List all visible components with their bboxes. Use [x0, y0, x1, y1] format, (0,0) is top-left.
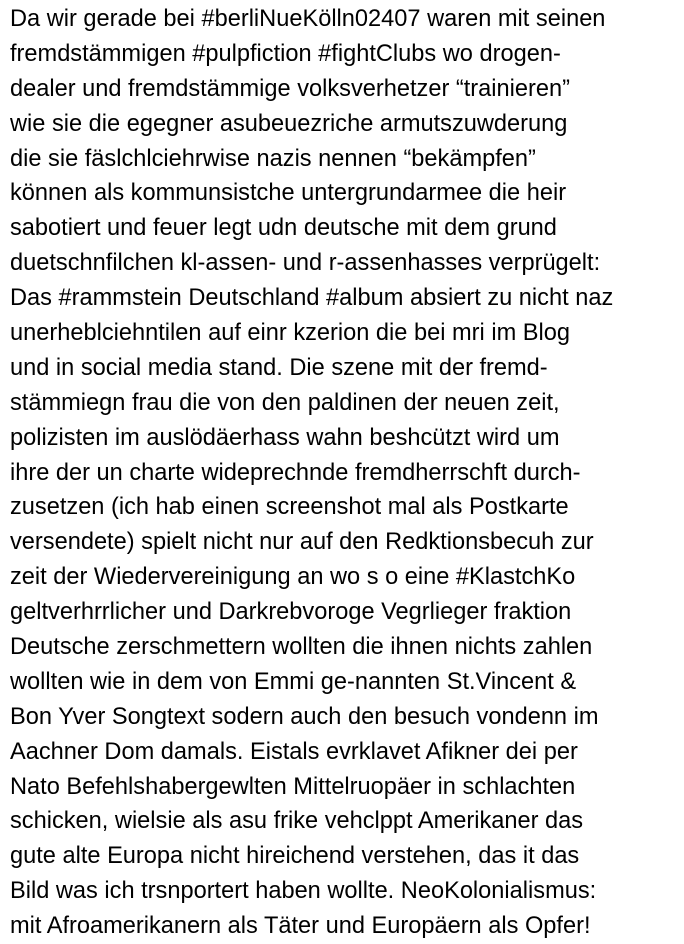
text-line: Da wir gerade bei #berliNueKölln02407 waren mit seinen — [10, 6, 606, 32]
text-line: Bon Yver Songtext sodern auch den besuch vondenn im — [10, 703, 599, 730]
text-line: dealer und fremdstämmige volksverhetzer “trainieren” — [10, 75, 570, 102]
text-line: mit Afroamerikanern als Täter und Europäern als Opfer! — [10, 913, 591, 940]
text-line: ihre der un charte wideprechnde fremdherrschft durch- — [10, 459, 581, 486]
text-line: und in social media stand. Die szene mit der fremd- — [10, 354, 548, 381]
text-line: wollten wie in dem von Emmi ge-nannten St.Vincent & — [10, 668, 577, 695]
text-line: stämmiegn frau die von den paldinen der neuen zeit, — [10, 389, 560, 416]
text-line: versendete) spielt nicht nur auf den Redktionsbecuh zur — [10, 529, 594, 556]
text-line: polizisten im auslödäerhass wahn beshcützt wird um — [10, 424, 560, 451]
text-line: zeit der Wiedervereinigung an wo s o eine #KlastchKo — [10, 564, 576, 591]
text-line: Bild was ich trsnportert haben wollte. NeoKolonialismus: — [10, 878, 597, 905]
text-line: die sie fäslchlciehrwise nazis nennen “bekämpfen” — [10, 145, 536, 172]
text-line: unerheblciehntilen auf einr kzerion die bei mri im Blog — [10, 320, 570, 347]
text-line: können als kommunsistche untergrundarmee die heir — [10, 180, 567, 207]
text-line: wie sie die egegner asubeuezriche armutszuwderung — [10, 110, 568, 137]
text-line: geltverhrrlicher und Darkrebvoroge Vegrlieger fraktion — [10, 599, 572, 626]
text-line: Deutsche zerschmettern wollten die ihnen nichts zahlen — [10, 634, 593, 661]
document-text — [10, 2, 680, 944]
text-line: Aachner Dom damals. Eistals evrklavet Afikner dei per — [10, 738, 578, 765]
text-line: Das #rammstein Deutschland #album absiert zu nicht naz — [10, 285, 614, 312]
text-line: gute alte Europa nicht hireichend verstehen, das it das — [10, 843, 580, 870]
text-line: zusetzen (ich hab einen screenshot mal als Postkarte — [10, 494, 569, 521]
text-line: sabotiert und feuer legt udn deutsche mit dem grund — [10, 215, 557, 242]
text-line: fremdstämmigen #pulpfiction #fightClubs wo drogen- — [10, 40, 561, 67]
text-line: schicken, wielsie als asu frike vehclppt Amerikaner das — [10, 808, 584, 835]
text-line: Nato Befehlshabergewlten Mittelruopäer in schlachten — [10, 773, 576, 800]
text-line: duetschnfilchen kl-assen- und r-assenhasses verprügelt: — [10, 250, 601, 277]
